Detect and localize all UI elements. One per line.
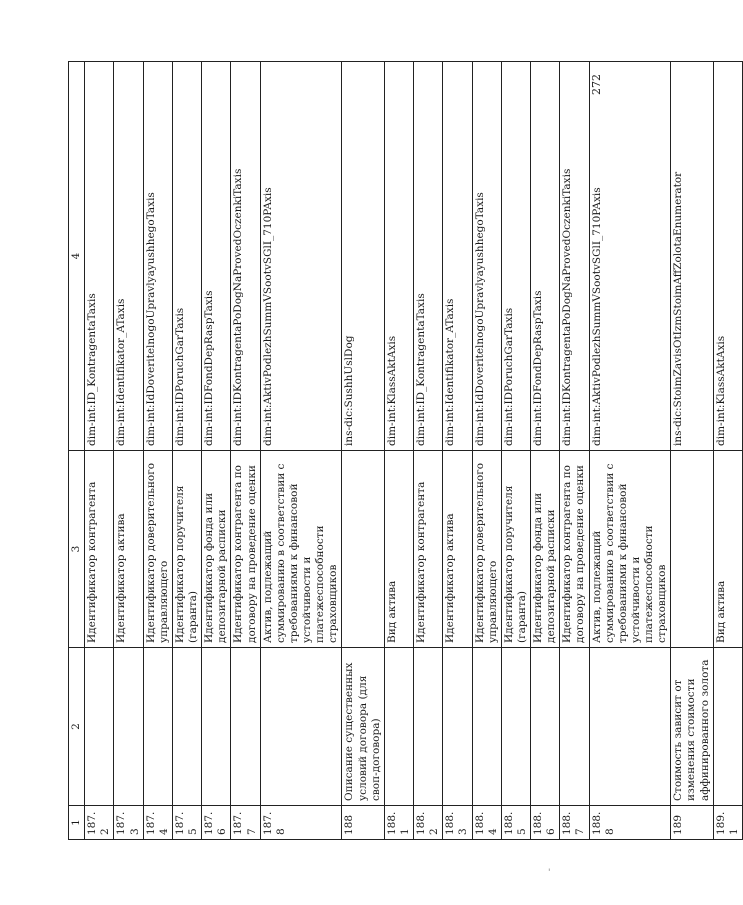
row-description-cell: Идентификатор фонда или депозитарной расписки — [531, 451, 560, 648]
row-description-cell: Идентификатор фонда или депозитарной расписки — [202, 451, 231, 648]
row-description-cell: Актив, подлежащий суммированию в соответствии с требованиями к финансовой устойчивости и платежеспособности страховщиков — [260, 451, 342, 648]
row-code-cell: ins-dic:SushhUslDog — [342, 62, 384, 451]
table-row — [501, 62, 530, 840]
column-header-3: 3 — [69, 451, 85, 648]
row-number-cell: 187.2 — [85, 806, 114, 840]
table-row — [143, 62, 172, 840]
row-description-cell: Идентификатор контрагента — [414, 451, 443, 648]
column-header-2: 2 — [69, 648, 85, 806]
row-description-cell: Идентификатор поручителя (гаранта) — [501, 451, 530, 648]
row-name-cell — [501, 648, 530, 806]
row-code-cell: dim-int:Identifikator_ATaxis — [114, 62, 143, 451]
row-number-cell: 188.8 — [589, 806, 671, 840]
row-description-cell: Идентификатор контрагента по договору на проведение оценки — [560, 451, 589, 648]
requisites-table — [68, 61, 743, 840]
row-number-cell: 188.1 — [384, 806, 413, 840]
row-name-cell — [143, 648, 172, 806]
row-name-cell — [172, 648, 201, 806]
table-row — [560, 62, 589, 840]
table-row — [342, 62, 384, 840]
row-code-cell: dim-int:KlassAktAxis — [384, 62, 413, 451]
row-code-cell: dim-int:IDPoruchGarTaxis — [501, 62, 530, 451]
row-name-cell — [202, 648, 231, 806]
table-row — [384, 62, 413, 840]
row-description-cell: Идентификатор актива — [443, 451, 472, 648]
row-name-cell: Описание существенных условий договора (для своп-договора) — [342, 648, 384, 806]
table-header-row — [69, 62, 85, 840]
row-number-cell: 187.8 — [260, 806, 342, 840]
column-header-1: 1 — [69, 806, 85, 840]
row-name-cell — [414, 648, 443, 806]
table-row — [671, 62, 713, 840]
table-row — [414, 62, 443, 840]
row-name-cell — [531, 648, 560, 806]
row-name-cell: Стоимость зависит от изменения стоимости аффинированного золота — [671, 648, 713, 806]
table-row — [589, 62, 671, 840]
row-description-cell: Идентификатор доверительного управляющего — [143, 451, 172, 648]
table-row — [713, 62, 742, 840]
row-name-cell — [589, 648, 671, 806]
row-code-cell: ins-dic:StoimZavisOtIzmStoimAffZolotaEnumerator — [671, 62, 713, 451]
row-name-cell — [560, 648, 589, 806]
row-number-cell: 187.5 — [172, 806, 201, 840]
row-code-cell: dim-int:IDKontragentaPoDogNaProvedOczenkiTaxis — [560, 62, 589, 451]
row-code-cell: dim-int:Identifikator_ATaxis — [443, 62, 472, 451]
row-number-cell: 189.1 — [713, 806, 742, 840]
row-name-cell — [85, 648, 114, 806]
row-description-cell: Актив, подлежащий суммированию в соответствии с требованиями к финансовой устойчивости и платежеспособности страховщиков — [589, 451, 671, 648]
row-code-cell: dim-int:IDFondDepRaspTaxis — [531, 62, 560, 451]
table-row — [260, 62, 342, 840]
row-description-cell — [671, 451, 713, 648]
page-number: 272 — [590, 74, 603, 95]
row-code-cell: dim-int:KlassAktAxis — [713, 62, 742, 451]
column-header-4: 4 — [69, 62, 85, 451]
row-name-cell — [443, 648, 472, 806]
table-row — [472, 62, 501, 840]
row-code-cell: dim-int:ID_KontragentaTaxis — [85, 62, 114, 451]
row-code-cell: dim-int:IDFondDepRaspTaxis — [202, 62, 231, 451]
row-name-cell — [713, 648, 742, 806]
table-row — [443, 62, 472, 840]
table-row — [85, 62, 114, 840]
row-code-cell: dim-int:IDKontragentaPoDogNaProvedOczenkiTaxis — [231, 62, 260, 451]
row-number-cell: 187.3 — [114, 806, 143, 840]
row-number-cell: 188.3 — [443, 806, 472, 840]
row-number-cell: 188.5 — [501, 806, 530, 840]
row-code-cell: dim-int:IdDoveritelnogoUpravlyayushhegoTaxis — [472, 62, 501, 451]
row-number-cell: 187.4 — [143, 806, 172, 840]
row-code-cell: dim-int:IDPoruchGarTaxis — [172, 62, 201, 451]
row-description-cell: Идентификатор поручителя (гаранта) — [172, 451, 201, 648]
row-number-cell: 187.6 — [202, 806, 231, 840]
row-name-cell — [384, 648, 413, 806]
row-code-cell: dim-int:AktivPodlezhSummVSootvSGlI_710PAxis — [260, 62, 342, 451]
table-row — [172, 62, 201, 840]
row-code-cell: dim-int:IdDoveritelnogoUpravlyayushhegoTaxis — [143, 62, 172, 451]
row-code-cell: dim-int:AktivPodlezhSummVSootvSGlI_710PAxis — [589, 62, 671, 451]
table-row — [202, 62, 231, 840]
row-description-cell — [342, 451, 384, 648]
row-number-cell: 188.4 — [472, 806, 501, 840]
row-description-cell: Вид актива — [713, 451, 742, 648]
table-row — [231, 62, 260, 840]
row-name-cell — [114, 648, 143, 806]
row-number-cell: 189 — [671, 806, 713, 840]
row-number-cell: 188 — [342, 806, 384, 840]
row-number-cell: 188.2 — [414, 806, 443, 840]
row-number-cell: 187.7 — [231, 806, 260, 840]
row-description-cell: Вид актива — [384, 451, 413, 648]
row-code-cell: dim-int:ID_KontragentaTaxis — [414, 62, 443, 451]
row-description-cell: Идентификатор актива — [114, 451, 143, 648]
table-row — [531, 62, 560, 840]
scan-mark: ꞌ — [548, 868, 551, 878]
row-description-cell: Идентификатор контрагента по договору на проведение оценки — [231, 451, 260, 648]
row-number-cell: 188.7 — [560, 806, 589, 840]
row-name-cell — [472, 648, 501, 806]
row-description-cell: Идентификатор доверительного управляющего — [472, 451, 501, 648]
table-row — [114, 62, 143, 840]
row-number-cell: 188.6 — [531, 806, 560, 840]
row-name-cell — [260, 648, 342, 806]
row-name-cell — [231, 648, 260, 806]
row-description-cell: Идентификатор контрагента — [85, 451, 114, 648]
